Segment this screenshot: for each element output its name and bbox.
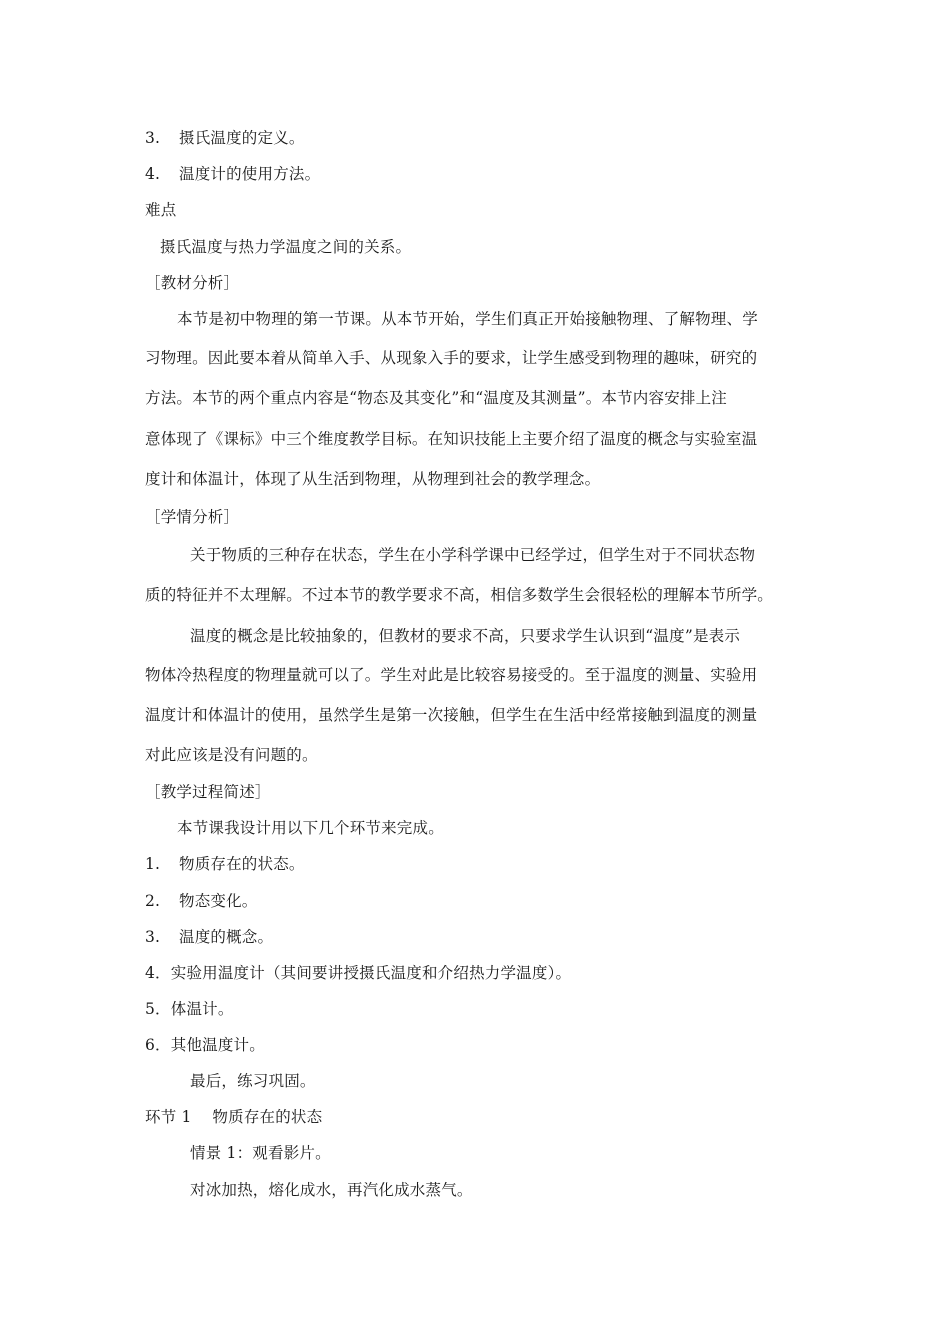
- process-heading: ［教学过程简述］: [145, 783, 271, 801]
- difficulty-text: 摄氏温度与热力学温度之间的关系。: [160, 238, 412, 256]
- process-step: 6．其他温度计。: [145, 1036, 265, 1054]
- process-step: [145, 925, 273, 947]
- paragraph-line: 方法。本节的两个重点内容是“物态及其变化”和“温度及其测量”。本节内容安排上注: [145, 389, 727, 407]
- student-analysis-heading: ［学情分析］: [145, 508, 240, 526]
- list-text: 物质存在的状态。: [179, 855, 305, 873]
- paragraph-line: 质的特征并不太理解。不过本节的教学要求不高，相信多数学生会很轻松的理解本节所学。: [145, 586, 774, 604]
- process-closing: 最后，练习巩固。: [190, 1072, 316, 1090]
- process-intro: 本节课我设计用以下几个环节来完成。: [177, 819, 444, 837]
- section-heading: 环节 1 物质存在的状态: [145, 1108, 323, 1126]
- paragraph-line: 物体冷热程度的物理量就可以了。学生对此是比较容易接受的。至于温度的测量、实验用: [145, 666, 758, 684]
- list-text: 摄氏温度的定义。: [179, 129, 305, 147]
- list-text: 温度的概念。: [179, 928, 274, 946]
- process-step: 4．实验用温度计（其间要讲授摄氏温度和介绍热力学温度）。: [145, 964, 572, 982]
- textbook-analysis-heading: ［教材分析］: [145, 274, 240, 292]
- paragraph-line: 对此应该是没有问题的。: [145, 746, 318, 764]
- list-number: 1.: [145, 855, 161, 873]
- paragraph-line: 习物理。因此要本着从简单入手、从现象入手的要求，让学生感受到物理的趣味，研究的: [145, 349, 758, 367]
- paragraph-line: 温度计和体温计的使用，虽然学生是第一次接触，但学生在生活中经常接触到温度的测量: [145, 706, 758, 724]
- list-number: 4.: [145, 165, 161, 183]
- process-step: 5．体温计。: [145, 1000, 234, 1018]
- list-number: 2.: [145, 892, 161, 910]
- list-number: 3.: [145, 928, 161, 946]
- process-step: [145, 852, 305, 874]
- paragraph-line: 度计和体温计，体现了从生活到物理，从物理到社会的教学理念。: [145, 470, 601, 488]
- scene-description: 对冰加热，熔化成水，再汽化成水蒸气。: [190, 1181, 473, 1199]
- key-point-item: [145, 126, 305, 148]
- list-number: 3.: [145, 129, 161, 147]
- process-step: [145, 889, 258, 911]
- paragraph-line: 温度的概念是比较抽象的，但教材的要求不高，只要求学生认识到“温度”是表示: [190, 627, 741, 645]
- key-point-item: [145, 162, 320, 184]
- paragraph-line: 意体现了《课标》中三个维度教学目标。在知识技能上主要介绍了温度的概念与实验室温: [145, 430, 758, 448]
- paragraph-line: 本节是初中物理的第一节课。从本节开始，学生们真正开始接触物理、了解物理、学: [177, 310, 758, 328]
- list-text: 物态变化。: [179, 892, 258, 910]
- scene-title: 情景 1：观看影片。: [190, 1144, 331, 1162]
- list-text: 温度计的使用方法。: [179, 165, 321, 183]
- difficulty-heading: 难点: [145, 201, 177, 219]
- paragraph-line: 关于物质的三种存在状态，学生在小学科学课中已经学过，但学生对于不同状态物: [190, 546, 756, 564]
